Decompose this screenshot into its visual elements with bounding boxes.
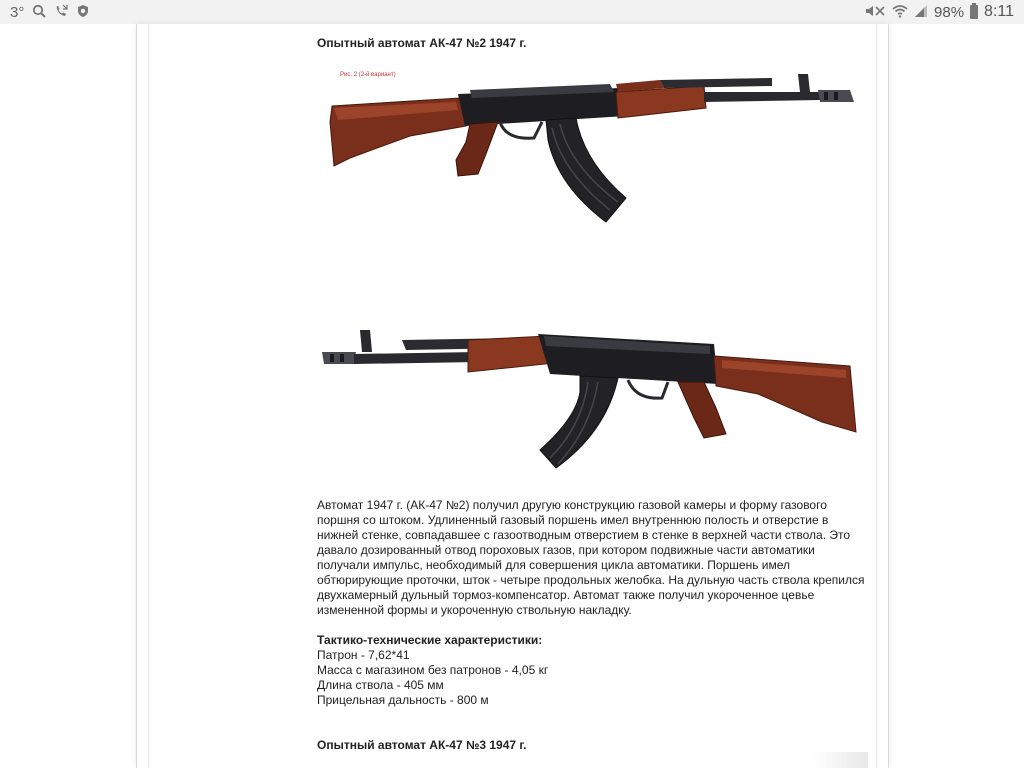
mute-icon: [864, 4, 886, 20]
wifi-icon: [892, 4, 908, 20]
status-left: [10, 4, 90, 21]
next-rifle-photo-partial[interactable]: [812, 752, 868, 768]
specs-title: Тактико-технические характеристики:: [317, 633, 543, 647]
signal-icon: [914, 4, 928, 20]
spec-item-barrel-length: Длина ствола - 405 мм: [317, 678, 444, 692]
rifle-photo-right-side[interactable]: [320, 62, 868, 232]
battery-percent: 98%: [934, 3, 965, 21]
rifle-illustration-2: [318, 322, 868, 492]
missed-call-icon: [54, 4, 68, 20]
article-description: Автомат 1947 г. (АК-47 №2) получил другую конструкцию газовой камеры и форму газового поршня со штоком. Удлиненный газовый поршень имел внутреннюю полость и отверстие в нижней стенке, совпадавшее с газоотводным отверстием в стенке в верхней части ствола. Это давало дозированный отвод пороховых газов, при котором подвижные части автоматики получали импульс, необходимый для совершения цикла автоматики. Поршень имел обтюрирующие проточки, шток - четыре продольных желобка. На дульную часть ствола крепился двухкамерный дульный тормоз-компенсатор. Автомат также получил укороченное цевье измененной формы и укороченную ствольную накладку.: [317, 498, 865, 617]
battery-icon: [970, 5, 978, 19]
status-right: [864, 3, 1014, 21]
clock: 8:11: [984, 3, 1014, 20]
spec-item-mass: Масса с магазином без патронов - 4,05 кг: [317, 663, 549, 677]
article-heading-1: Опытный автомат АК-47 №2 1947 г.: [317, 36, 527, 50]
specs-list: [317, 648, 548, 708]
spec-item-cartridge: Патрон - 7,62*41: [317, 648, 410, 662]
image-watermark: Рис. 2 (2-й вариант): [340, 72, 396, 78]
rifle-photo-left-side[interactable]: [318, 322, 868, 492]
article-heading-2: Опытный автомат АК-47 №3 1947 г.: [317, 738, 527, 752]
status-bar: [0, 0, 1024, 24]
temperature-indicator: 3°: [10, 3, 25, 21]
spec-item-sight-range: Прицельная дальность - 800 м: [317, 693, 489, 707]
shield-icon: [76, 4, 90, 20]
rifle-illustration-1: [320, 62, 868, 232]
search-icon: [32, 4, 46, 20]
